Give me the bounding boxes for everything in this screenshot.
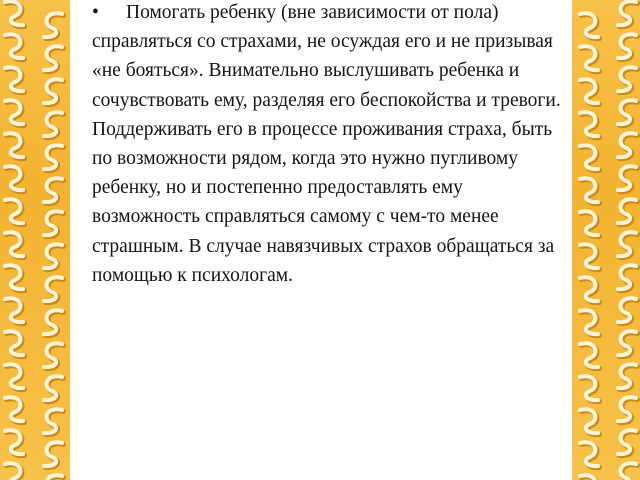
swirl-ornament-left-outer-14 [5,463,25,480]
swirl-ornament-right-outer-13 [618,430,638,455]
swirl-ornament-left-inner-6 [44,211,64,236]
swirl-ornament-right-outer-7 [618,232,638,257]
swirl-ornament-left-outer-9 [5,298,25,323]
swirl-ornament-right-inner-2 [580,79,600,104]
swirl-ornament-right-outer-2 [618,67,638,92]
swirl-ornament-right-inner-11 [580,376,600,401]
swirl-ornament-left-outer-6 [5,199,25,224]
swirl-ornament-left-outer-5 [5,166,25,191]
swirl-ornament-left-outer-8 [5,265,25,290]
swirl-ornament-left-outer-2 [5,67,25,92]
bullet-paragraph [92,0,570,290]
swirl-ornament-left-inner-7 [44,244,64,269]
swirl-ornament-right-inner-7 [580,244,600,269]
swirl-ornament-right-inner-5 [580,178,600,203]
swirl-ornament-right-outer-5 [618,166,638,191]
swirl-ornament-left-inner-5 [44,178,64,203]
swirl-ornament-left-outer-10 [5,331,25,356]
swirl-ornament-left-inner-8 [44,277,64,302]
swirl-ornament-left-inner-10 [44,343,64,368]
swirl-ornament-right-outer-1 [618,34,638,59]
swirl-ornament-left-inner-3 [44,112,64,137]
swirl-ornament-right-inner-1 [580,46,600,71]
swirl-ornament-right-outer-14 [618,463,638,480]
swirl-ornament-left-inner-0 [44,13,64,38]
swirl-ornament-left-inner-11 [44,376,64,401]
bullet-marker: • [92,2,99,23]
swirl-ornament-right-outer-12 [618,397,638,422]
swirl-ornament-left-inner-1 [44,46,64,71]
swirl-ornament-right-inner-0 [580,13,600,38]
swirl-ornament-right-inner-3 [580,112,600,137]
swirl-ornament-right-inner-6 [580,211,600,236]
swirl-ornament-left-outer-7 [5,232,25,257]
swirl-ornament-left-outer-12 [5,397,25,422]
swirl-ornament-right-outer-10 [618,331,638,356]
swirl-ornament-left-inner-12 [44,409,64,434]
swirl-ornament-left-outer-11 [5,364,25,389]
swirl-ornament-right-inner-12 [580,409,600,434]
swirl-ornament-left-inner-4 [44,145,64,170]
swirl-ornament-left-inner-2 [44,79,64,104]
swirl-ornament-right-outer-4 [618,133,638,158]
swirl-ornament-left-inner-9 [44,310,64,335]
swirl-ornament-right-inner-9 [580,310,600,335]
swirl-ornament-right-outer-11 [618,364,638,389]
swirl-ornament-right-inner-13 [580,442,600,467]
swirl-ornament-right-inner-14 [580,475,600,480]
swirl-ornament-right-inner-10 [580,343,600,368]
swirl-ornament-left-outer-0 [5,1,25,26]
swirl-ornament-left-inner-13 [44,442,64,467]
swirl-ornament-right-inner-4 [580,145,600,170]
swirl-ornament-right-outer-3 [618,100,638,125]
swirl-ornament-left-outer-4 [5,133,25,158]
swirl-ornament-left-inner-14 [44,475,64,480]
swirl-ornament-right-outer-6 [618,199,638,224]
swirl-ornament-left-outer-1 [5,34,25,59]
swirl-ornament-right-outer-9 [618,298,638,323]
swirl-ornament-left-outer-3 [5,100,25,125]
swirl-ornament-right-outer-8 [618,265,638,290]
swirl-ornament-right-inner-8 [580,277,600,302]
paragraph-text: Помогать ребенку (вне зависимости от пола) справляться со страхами, не осуждая его и не призывая «не бояться». Внимательно выслушивать ребенка и сочувствовать ему, разделяя его беспокойства и тревоги. Поддерживать его в процессе проживания страха, быть по возможности рядом, когда это нужно пугливому ребенку, но и постепенно предоставлять ему возможность справляться самому с чем-то менее страшным. В случае навязчивых страхов обращаться за помощью к психологам. [92,2,561,286]
swirl-ornament-left-outer-13 [5,430,25,455]
swirl-ornament-right-outer-0 [618,1,638,26]
